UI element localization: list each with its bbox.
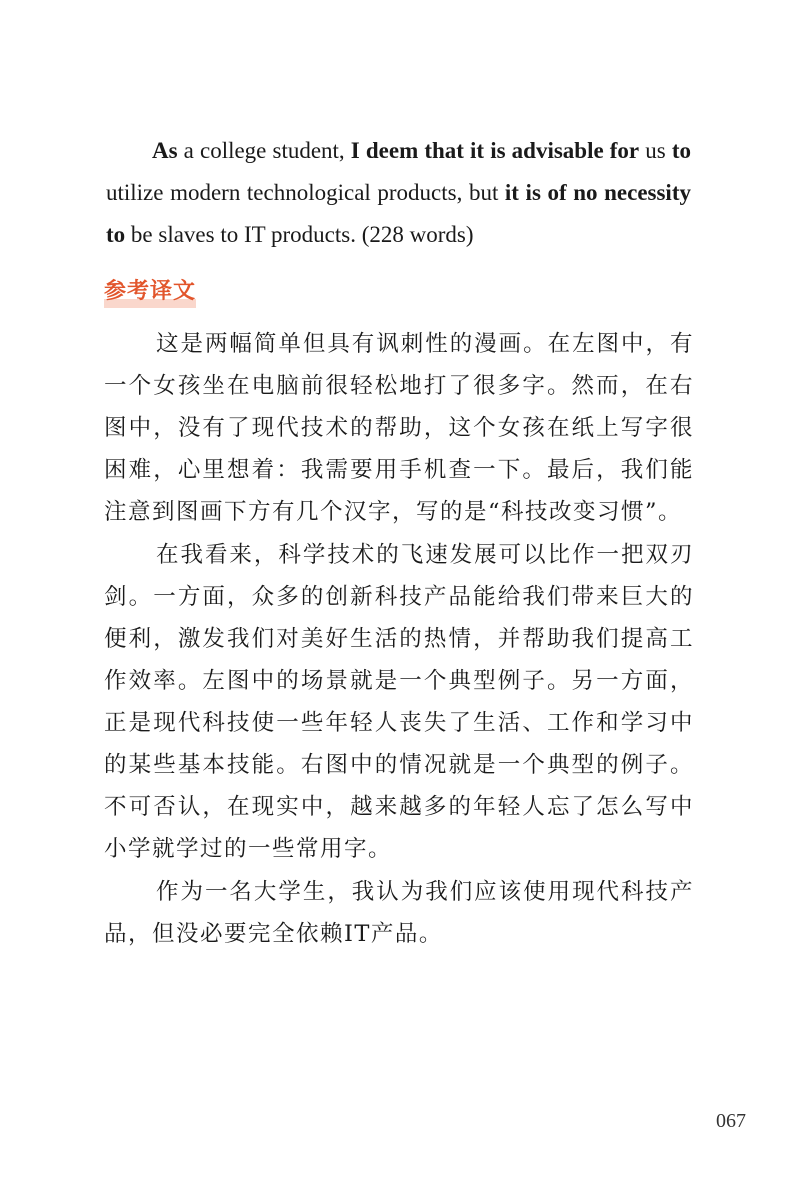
bold-phrase: to [671,138,691,163]
page-number: 067 [716,1110,746,1132]
text-segment: utilize modern technological products, but [106,180,505,205]
english-essay-conclusion [106,130,691,256]
translation-paragraph-3: 作为一名大学生，我认为我们应该使用现代科技产品，但没必要完全依赖IT产品。 [104,879,694,947]
chinese-translation [104,323,694,955]
text-segment: be slaves to IT products. (228 words) [125,222,474,247]
bold-phrase: As [152,138,178,163]
text-segment: us [639,138,672,163]
translation-paragraph-1: 这是两幅简单但具有讽刺性的漫画。在左图中，有一个女孩坐在电脑前很轻松地打了很多字。然而，在右图中，没有了现代技术的帮助，这个女孩在纸上写字很困难，心里想着：我需要用手机查一下。最后，我们能注意到图画下方有几个汉字，写的是“科技改变习惯”。 [104,331,694,525]
text-segment: a college student, [177,138,351,163]
reference-translation-heading: 参考译文 [104,274,196,308]
bold-phrase: I deem that it is advisable for [350,138,640,163]
translation-paragraph-2: 在我看来，科学技术的飞速发展可以比作一把双刃剑。一方面，众多的创新科技产品能给我们带来巨大的便利，激发我们对美好生活的热情，并帮助我们提高工作效率。左图中的场景就是一个典型例子。另一方面，正是现代科技使一些年轻人丧失了生活、工作和学习中的某些基本技能。右图中的情况就是一个典型的例子。不可否认，在现实中，越来越多的年轻人忘了怎么写中小学就学过的一些常用字。 [104,542,694,862]
bold-phrase: it is of no necessity to [106,180,691,247]
